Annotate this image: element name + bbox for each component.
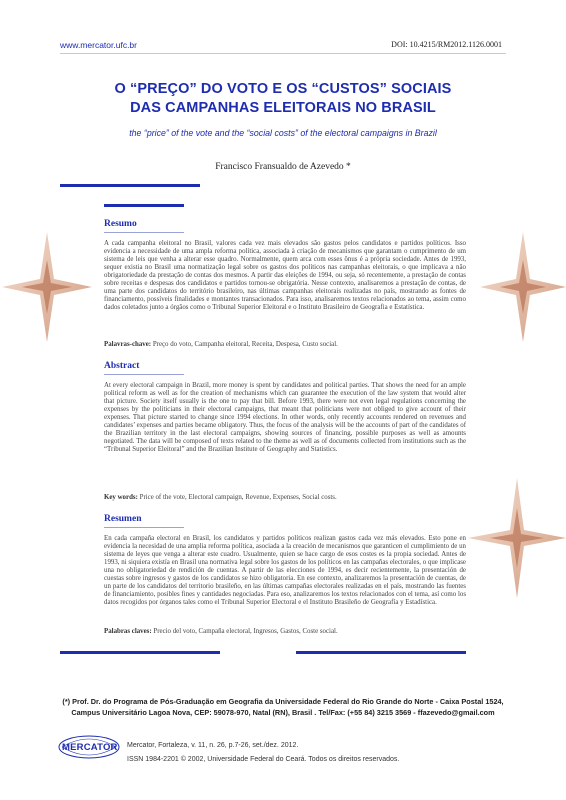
resumo-text: A cada campanha eleitoral no Brasil, valores cada vez mais elevados são gastos pelos candidatos e partidos políticos. Isso evidencia a necessidade de uma ampla reforma política, associada à criação de mecanismos que garantam o cumprimento de um sistema de leis que venha a alterar esse quadro. Normalmente, quem arca com esses ônus é a própria sociedade. Antes de 1993, sequer existia no Brasil uma normatização legal sobre os gastos dos políticos nas campanhas eleitorais, o que implicava a não obrigatoriedade da prestação de contas dos mesmos. A partir das eleições de 1994, ou seja, só recentemente, a prestação de contas sobre receitas e despesas dos candidatos e partidos tornou-se obrigatória. Nesse contexto, analisaremos a prestação de contas, de uma parte dos candidatos do território brasileiro, nas últimas campanhas eleitorais realizadas no país, mostrando as fontes de financiamento, possíveis finalidades e montantes transacionados. Para isso, analisaremos textos relacionados ao tema, assim como dados coletados junto a órgãos como o Tribunal Superior Eleitoral e o Instituto Brasileiro de Geografia e Estatística. bbox=[104, 240, 466, 312]
doi-label: DOI: 10.4215/RM2012.1126.0001 bbox=[391, 40, 502, 49]
resumen-keywords bbox=[104, 628, 466, 635]
mercator-logo-text: MERCATOR bbox=[62, 742, 118, 753]
footnote-line-1: (*) Prof. Dr. do Programa de Pós-Graduação em Geografia da Universidade Federal do Rio Grande do Norte - Caixa Postal 1524, bbox=[62, 697, 504, 706]
right-compass-star-icon bbox=[480, 232, 566, 342]
abstract-heading: Abstract bbox=[104, 361, 140, 371]
resumen-underline bbox=[104, 527, 184, 528]
right-bottom-compass-star-icon bbox=[468, 478, 566, 598]
resumen-keywords-text: Precio del voto, Campaña electoral, Ingresos, Gastos, Coste social. bbox=[153, 628, 338, 635]
abstract-keywords-label: Key words: bbox=[104, 494, 138, 501]
left-compass-star-icon bbox=[2, 232, 92, 342]
footnote-line-2: Campus Universitário Lagoa Nova, CEP: 59078-970, Natal (RN), Brasil . Tel/Fax: (+55 84) 3215 3569 - ffazevedo@gmail.com bbox=[71, 707, 495, 717]
resumo-underline bbox=[104, 232, 184, 233]
citation-line: Mercator, Fortaleza, v. 11, n. 26, p.7-26, set./dez. 2012. bbox=[127, 742, 299, 749]
author-name: Francisco Fransualdo de Azevedo * bbox=[215, 162, 351, 172]
abstract-keywords bbox=[104, 494, 466, 501]
issn-copyright-line: ISSN 1984-2201 © 2002, Universidade Federal do Ceará. Todos os direitos reservados. bbox=[127, 756, 400, 763]
resumo-heading: Resumo bbox=[104, 219, 137, 229]
journal-url[interactable]: www.mercator.ufc.br bbox=[60, 40, 137, 50]
abstract-text: At every electoral campaign in Brazil, more money is spent by candidates and political parties. That shows the need for an ample political reform as well as for the creation of mechanisms which can guarantee the execution of the law system that would alter that picture. Society itself usually is the one to pay that bill. Before 1993, there were not even legal regulations concerning the expenses by the politicians in their electoral campaigns, that meant that politicians were not obliged to give account of their expenses. That picture started to change since 1994 elections. In other words, only recently accounts rendered on revenues and candidates’ expenses and parties became obligatory. Thus, the focus of the analysis will be the accounts of part of the candidates of the Brazilian territory in the last electoral campaigns, showing sources of financing, possible purposes as well as amounts negotiated. The data will be composed of texts related to the theme as well as of documents collected from institutions such as the “Tribunal Superior Eleitoral” and the Brazilian Institute of Geography and Statistics. bbox=[104, 382, 466, 454]
resumo-keywords bbox=[104, 341, 466, 348]
abstract-underline bbox=[104, 374, 184, 375]
resumo-bar bbox=[104, 204, 184, 207]
resumen-keywords-label: Palabras claves: bbox=[104, 628, 152, 635]
paper-title bbox=[0, 80, 566, 118]
bottom-bar-left bbox=[60, 651, 220, 654]
title-line-1: O “PREÇO” DO VOTO E OS “CUSTOS” SOCIAIS bbox=[114, 81, 452, 97]
title-line-2: DAS CAMPANHAS ELEITORAIS NO BRASIL bbox=[130, 100, 436, 116]
abstract-keywords-text: Price of the vote, Electoral campaign, Revenue, Expenses, Social costs. bbox=[139, 494, 337, 501]
paper-subtitle: the “price” of the vote and the “social costs” of the electoral campaigns in Brazil bbox=[129, 128, 437, 138]
header-divider bbox=[60, 53, 506, 54]
resumen-text: En cada campaña electoral en Brasil, los candidatos y partidos políticos realizan gastos cada vez más elevados. Esto pone en evidencia la necesidad de una amplia reforma política, asociada a la creación de mecanismos que garanticen el cumplimiento de un sistema de leyes que venga a alterar este cuadro. Usualmente, quien se hace cargo de esos costes es la propia sociedad. Antes de 1993, ni siquiera existía en Brasil una normativa legal sobre los gastos de los políticos en las campañas electorales, o que implicase una no obligatoriedad de rendición de cuentas. A partir de las elecciones de 1994, es decir recientemente, la presentación de cuestas sobre ingresos y gastos de los candidatos se hizo obligatoria. En ese contexto, analizaremos la presentación de cuentas, de un parte de los candidatos del territorio brasileño, en las últimas campañas electorales realizadas en el país, mostrando las fuentes de financiamiento, posibles fines y cantidades negociadas. Para eso, analizaremos los textos relacionados con el tema, así como los datos recogidos por órganos tales como el Tribunal Superior Electoral e el Instituto Brasileño de Geografía y Estadística. bbox=[104, 535, 466, 607]
title-bar-top bbox=[60, 184, 200, 187]
bottom-bar-right bbox=[296, 651, 466, 654]
resumen-heading: Resumen bbox=[104, 514, 142, 524]
resumo-keywords-label: Palavras-chave: bbox=[104, 341, 152, 348]
author-footnote bbox=[60, 697, 506, 718]
resumo-keywords-text: Preço do voto, Campanha eleitoral, Receita, Despesa, Custo social. bbox=[152, 341, 338, 348]
